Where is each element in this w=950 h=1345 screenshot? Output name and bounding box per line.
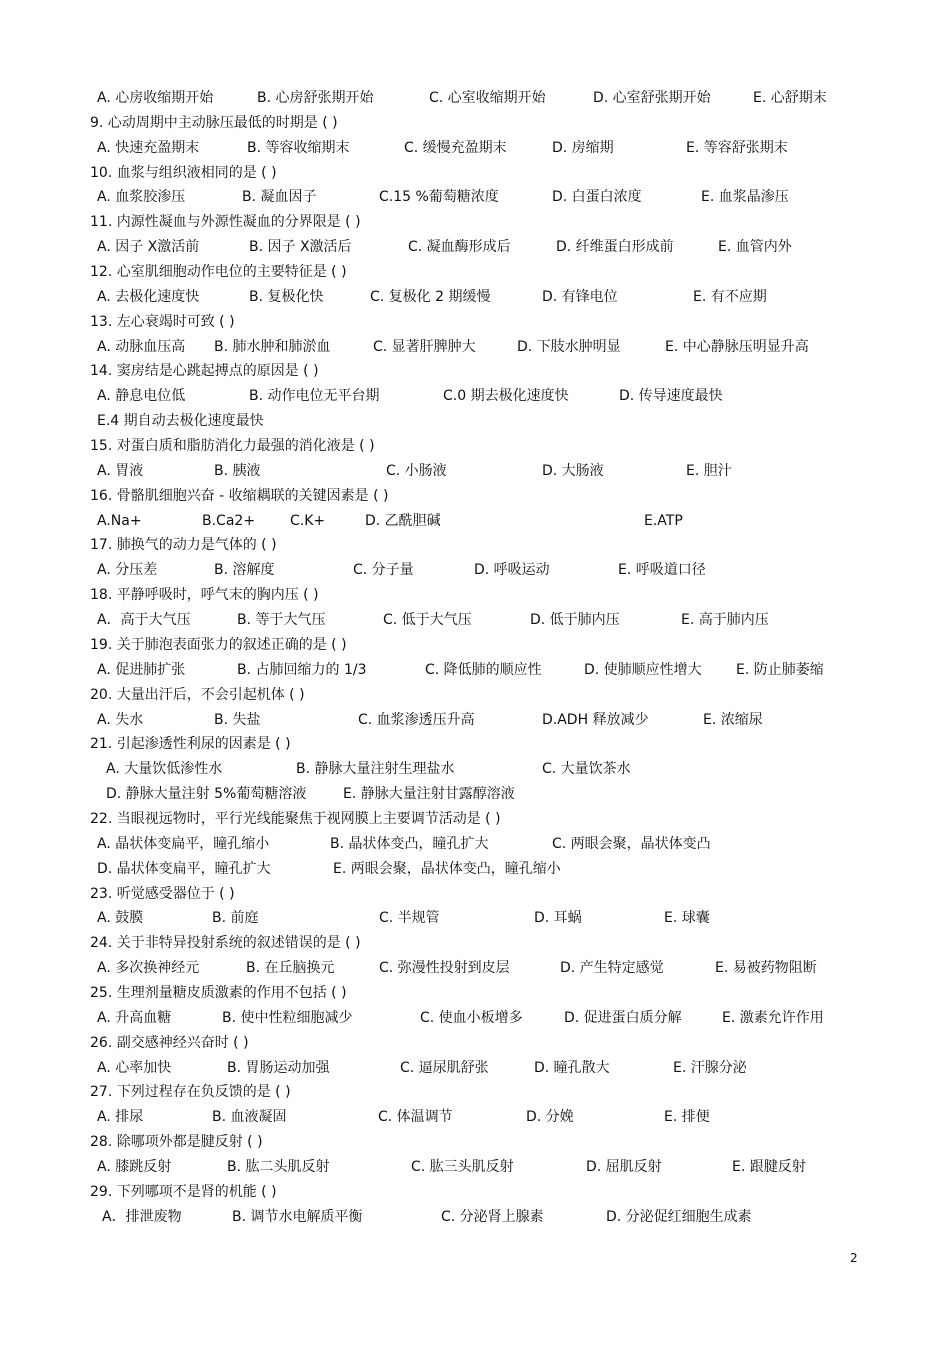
question-stem: 12. 心室肌细胞动作电位的主要特征是 ( ) <box>90 264 347 280</box>
answer-option: E. 高于肺内压 <box>681 612 769 628</box>
answer-option: B. 等容收缩期末 <box>247 140 350 156</box>
answer-option: E. 心舒期末 <box>753 90 827 106</box>
answer-option: A. 晶状体变扁平，瞳孔缩小 <box>97 836 270 852</box>
answer-option: E. 中心静脉压明显升高 <box>665 339 809 355</box>
answer-option: A. 快速充盈期末 <box>97 140 200 156</box>
question-stem: 29. 下列哪项不是肾的机能 ( ) <box>90 1184 277 1200</box>
answer-option: B. 在丘脑换元 <box>246 960 335 976</box>
answer-option: E. 汗腺分泌 <box>673 1060 747 1076</box>
answer-option: A. 动脉血压高 <box>97 339 186 355</box>
answer-option: A. 鼓膜 <box>97 910 144 926</box>
answer-option: D. 大肠液 <box>542 463 604 479</box>
answer-option: A．排泄废物 <box>102 1209 182 1225</box>
answer-option: E. 球囊 <box>664 910 710 926</box>
question-stem: 14. 窦房结是心跳起搏点的原因是 ( ) <box>90 363 319 379</box>
answer-option: B. 占肺回缩力的 1/3 <box>237 662 367 678</box>
answer-option: D. 促进蛋白质分解 <box>564 1010 682 1026</box>
answer-option: D. 传导速度最快 <box>619 388 723 404</box>
answer-option: D. 静脉大量注射 5%葡萄糖溶液 <box>106 786 307 802</box>
answer-option: D. 白蛋白浓度 <box>552 189 642 205</box>
answer-option: B. 胃肠运动加强 <box>227 1060 330 1076</box>
answer-option: B. 使中性粒细胞减少 <box>222 1010 353 1026</box>
answer-option: E. 跟腱反射 <box>732 1159 806 1175</box>
answer-option: D. 有锋电位 <box>542 289 618 305</box>
answer-option: D. 低于肺内压 <box>530 612 620 628</box>
answer-option: D. 屈肌反射 <box>586 1159 662 1175</box>
answer-option: B.Ca2+ <box>202 513 256 529</box>
answer-option: E. 排便 <box>664 1109 710 1125</box>
answer-option: A. 心房收缩期开始 <box>97 90 214 106</box>
answer-option: C. 肱三头肌反射 <box>411 1159 514 1175</box>
answer-option: E. 血管内外 <box>718 239 792 255</box>
answer-option: B. 失盐 <box>214 712 261 728</box>
answer-option: D. 分泌促红细胞生成素 <box>606 1209 752 1225</box>
answer-option: B. 心房舒张期开始 <box>257 90 374 106</box>
question-stem: 20. 大量出汗后，不会引起机体 ( ) <box>90 687 305 703</box>
answer-option: E. 防止肺萎缩 <box>736 662 824 678</box>
answer-option: A.Na+ <box>97 513 142 529</box>
answer-option: E. 激素允许作用 <box>722 1010 824 1026</box>
answer-option: A．高于大气压 <box>97 612 191 628</box>
question-stem: 13. 左心衰竭时可致 ( ) <box>90 314 235 330</box>
question-stem: 19. 关于肺泡表面张力的叙述正确的是 ( ) <box>90 637 347 653</box>
answer-option: B. 肱二头肌反射 <box>227 1159 330 1175</box>
question-stem: 10. 血浆与组织液相同的是 ( ) <box>90 165 277 181</box>
answer-option: C.0 期去极化速度快 <box>443 388 569 404</box>
answer-option: C. 缓慢充盈期末 <box>404 140 507 156</box>
question-stem: 24. 关于非特异投射系统的叙述错误的是 ( ) <box>90 935 361 951</box>
answer-option: C. 降低肺的顺应性 <box>425 662 542 678</box>
answer-option: C.15 %葡萄糖浓度 <box>379 189 499 205</box>
answer-option: D. 乙酰胆碱 <box>365 513 441 529</box>
question-stem: 9. 心动周期中主动脉压最低的时期是 ( ) <box>90 115 338 131</box>
question-stem: 11. 内源性凝血与外源性凝血的分界限是 ( ) <box>90 214 361 230</box>
page-number: 2 <box>850 1251 858 1265</box>
answer-option: D. 使肺顺应性增大 <box>584 662 702 678</box>
answer-option: E. 有不应期 <box>693 289 767 305</box>
answer-option: C. 血浆渗透压升高 <box>358 712 475 728</box>
question-stem: 21. 引起渗透性利尿的因素是 ( ) <box>90 736 291 752</box>
answer-option: B. 血液凝固 <box>212 1109 287 1125</box>
answer-option: D. 晶状体变扁平，瞳孔扩大 <box>97 861 271 877</box>
answer-option: E. 血浆晶渗压 <box>701 189 789 205</box>
answer-option: A. 血浆胶渗压 <box>97 189 186 205</box>
answer-option: C. 复极化 2 期缓慢 <box>370 289 491 305</box>
answer-option: D.ADH 释放减少 <box>542 712 649 728</box>
answer-option: A. 多次换神经元 <box>97 960 200 976</box>
answer-option: B. 凝血因子 <box>242 189 317 205</box>
answer-option: B. 复极化快 <box>249 289 324 305</box>
answer-option: D. 耳蜗 <box>534 910 582 926</box>
answer-option: A. 分压差 <box>97 562 158 578</box>
answer-option: E. 易被药物阻断 <box>715 960 817 976</box>
answer-option: E. 两眼会聚，晶状体变凸，瞳孔缩小 <box>333 861 561 877</box>
answer-option: D. 产生特定感觉 <box>560 960 664 976</box>
answer-option: D. 房缩期 <box>552 140 614 156</box>
answer-option: D. 下肢水肿明显 <box>517 339 621 355</box>
answer-option: A. 促进肺扩张 <box>97 662 186 678</box>
answer-option: B. 等于大气压 <box>237 612 326 628</box>
answer-option: B. 溶解度 <box>214 562 275 578</box>
question-stem: 16. 骨骼肌细胞兴奋 - 收缩耦联的关键因素是 ( ) <box>90 488 389 504</box>
answer-option: C. 弥漫性投射到皮层 <box>379 960 510 976</box>
answer-option: A. 膝跳反射 <box>97 1159 172 1175</box>
answer-option: D. 瞳孔散大 <box>534 1060 610 1076</box>
answer-option: A. 去极化速度快 <box>97 289 200 305</box>
answer-option: A. 升高血糖 <box>97 1010 172 1026</box>
question-stem: 17. 肺换气的动力是气体的 ( ) <box>90 537 277 553</box>
answer-option: B. 调节水电解质平衡 <box>232 1209 363 1225</box>
answer-option: D. 分娩 <box>526 1109 574 1125</box>
question-stem: 26. 副交感神经兴奋时 ( ) <box>90 1035 249 1051</box>
answer-option: C. 大量饮茶水 <box>542 761 631 777</box>
answer-option: E. 呼吸道口径 <box>618 562 706 578</box>
answer-option: E. 浓缩尿 <box>703 712 763 728</box>
answer-option: B. 肺水肿和肺淤血 <box>214 339 331 355</box>
answer-option: A. 排尿 <box>97 1109 144 1125</box>
answer-option: C. 分泌肾上腺素 <box>441 1209 544 1225</box>
answer-option: A. 因子 X激活前 <box>97 239 200 255</box>
question-stem: 15. 对蛋白质和脂肪消化力最强的消化液是 ( ) <box>90 438 375 454</box>
question-stem: 18. 平静呼吸时，呼气末的胸内压 ( ) <box>90 587 319 603</box>
question-stem: 25. 生理剂量糖皮质激素的作用不包括 ( ) <box>90 985 347 1001</box>
answer-option: E.ATP <box>644 513 683 529</box>
answer-option: E. 等容舒张期末 <box>686 140 788 156</box>
answer-option: C. 心室收缩期开始 <box>429 90 546 106</box>
answer-option: B. 晶状体变凸，瞳孔扩大 <box>330 836 489 852</box>
answer-option: C. 逼尿肌舒张 <box>400 1060 489 1076</box>
answer-option: C. 使血小板增多 <box>420 1010 523 1026</box>
answer-option: E.4 期自动去极化速度最快 <box>97 413 264 429</box>
answer-option: C. 分子量 <box>353 562 414 578</box>
answer-option: B. 动作电位无平台期 <box>249 388 380 404</box>
answer-option: B. 胰液 <box>214 463 261 479</box>
answer-option: C. 低于大气压 <box>383 612 472 628</box>
question-stem: 27. 下列过程存在负反馈的是 ( ) <box>90 1084 291 1100</box>
answer-option: E. 静脉大量注射甘露醇溶液 <box>343 786 515 802</box>
answer-option: B. 因子 X激活后 <box>249 239 352 255</box>
answer-option: A. 静息电位低 <box>97 388 186 404</box>
answer-option: A. 失水 <box>97 712 144 728</box>
answer-option: D. 呼吸运动 <box>474 562 550 578</box>
answer-option: A. 大量饮低渗性水 <box>106 761 223 777</box>
answer-option: C. 半规管 <box>379 910 440 926</box>
answer-option: C. 小肠液 <box>386 463 447 479</box>
answer-option: B. 静脉大量注射生理盐水 <box>296 761 455 777</box>
question-stem: 23. 听觉感受器位于 ( ) <box>90 886 235 902</box>
answer-option: A. 胃液 <box>97 463 144 479</box>
answer-option: C. 显著肝脾肿大 <box>373 339 476 355</box>
answer-option: C. 体温调节 <box>378 1109 453 1125</box>
answer-option: C. 凝血酶形成后 <box>408 239 511 255</box>
answer-option: A. 心率加快 <box>97 1060 172 1076</box>
answer-option: E. 胆汁 <box>686 463 732 479</box>
answer-option: C. 两眼会聚，晶状体变凸 <box>552 836 711 852</box>
question-stem: 28. 除哪项外都是腱反射 ( ) <box>90 1134 263 1150</box>
answer-option: D. 纤维蛋白形成前 <box>556 239 674 255</box>
answer-option: D. 心室舒张期开始 <box>593 90 711 106</box>
answer-option: B. 前庭 <box>212 910 259 926</box>
answer-option: C.K+ <box>290 513 326 529</box>
question-stem: 22. 当眼视远物时，平行光线能聚焦于视网膜上主要调节活动是 ( ) <box>90 811 501 827</box>
